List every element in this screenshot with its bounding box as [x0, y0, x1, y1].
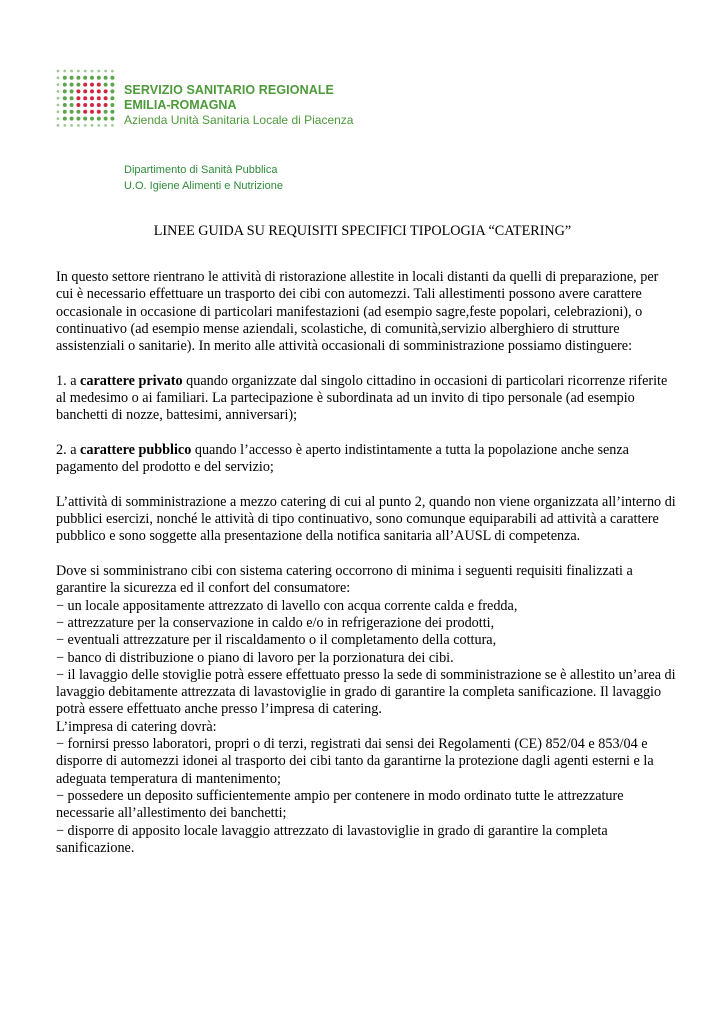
logo-dot-green: [76, 110, 80, 114]
logo-dot-green: [97, 124, 100, 127]
logo-dot-green: [70, 70, 73, 73]
logo-dot-green: [63, 89, 67, 93]
logo-dot-green: [91, 70, 94, 73]
logo-dot-green: [63, 83, 67, 87]
logo-dot-red: [90, 89, 94, 93]
logo-dot-red: [97, 103, 101, 107]
item-private: [56, 373, 676, 425]
logo-dot-green: [57, 117, 60, 120]
logo-dot-green: [63, 76, 67, 80]
logo-dot-green: [110, 83, 114, 87]
requirement-item: − attrezzature per la conservazione in caldo e/o in refrigerazione dei prodotti,: [56, 614, 495, 631]
logo-dot-green: [57, 110, 60, 113]
logo-dot-green: [57, 76, 60, 79]
logo-dot-red: [90, 110, 94, 114]
logo-dot-green: [104, 110, 108, 114]
logo-dot-green: [77, 70, 80, 73]
logo-dot-green: [110, 89, 114, 93]
logo-dot-green: [57, 90, 60, 93]
document-body: [56, 269, 676, 857]
logo-dot-green: [57, 97, 60, 100]
logo-dot-green: [104, 124, 107, 127]
logo-dot-green: [70, 103, 74, 107]
logo-dot-green: [70, 83, 74, 87]
org-region: EMILIA-ROMAGNA: [124, 98, 237, 112]
logo-dot-green: [63, 96, 67, 100]
department-header: [124, 162, 283, 194]
logo-dot-green: [104, 83, 108, 87]
intro-paragraph: In questo settore rientrano le attività di ristorazione allestite in locali distanti da quelli di preparazione, per cui è necessario effettuare un trasporto dei cibi con automezzi. Tali allestimenti possono avere carattere occasionale in occasione di particolari manifestazioni (ad esempio sagre,feste popolari, celebrazioni), o continuativo (ad esempio mense aziendali, scolastiche, di comunità,servizio alberghiero di strutture assistenziali o sanitarie). In merito alle attività occasionali di somministrazione possiamo distinguere:: [56, 269, 659, 355]
logo-dot-green: [111, 70, 114, 73]
logo-dot-green: [76, 83, 80, 87]
spacer: [56, 546, 676, 563]
logo-dot-green: [63, 117, 67, 121]
logo-dot-red: [97, 110, 101, 114]
logo-dot-green: [63, 70, 66, 73]
logo-dot-red: [90, 83, 94, 87]
requirement-item: − eventuali attrezzature per il riscaldamento o il completamento della cottura,: [56, 632, 497, 649]
logo-dot-green: [110, 110, 114, 114]
logo-dot-green: [110, 96, 114, 100]
logo-dot-green: [104, 117, 108, 121]
item-text: quando l’accesso è aperto indistintamente a tutta la popolazione anche senza pagamento del prodotto e del servizio;: [56, 441, 629, 476]
logo-dot-green: [83, 76, 87, 80]
logo-dot-red: [76, 89, 80, 93]
company-duties-intro: L’impresa di catering dovrà:: [56, 718, 217, 735]
spacer: [56, 477, 676, 494]
logo-dot-red: [104, 103, 108, 107]
logo-dot-green: [97, 70, 100, 73]
logo-dot-red: [83, 96, 87, 100]
duty-item: − disporre di apposito locale lavaggio attrezzato di lavastoviglie in grado di garantire la completa sanificazione.: [56, 822, 608, 856]
logo-dot-green: [110, 76, 114, 80]
requirement-item: − il lavaggio delle stoviglie potrà essere effettuato presso la sede di somministrazione se è allestito un’area di lavaggio debitamente attrezzata di lavastoviglie in grado di garantire la completa sanificazione. Il lavaggio potrà essere effettuato anche presso l’impresa di catering.: [56, 666, 676, 718]
logo-dot-green: [70, 89, 74, 93]
logo-dot-green: [70, 117, 74, 121]
logo-dot-green: [70, 124, 73, 127]
logo-dot-green: [97, 76, 101, 80]
logo-dot-red: [104, 89, 108, 93]
logo-dot-green: [90, 76, 94, 80]
logo-dot-red: [83, 89, 87, 93]
logo-dot-green: [57, 70, 60, 73]
duty-item: − fornirsi presso laboratori, propri o di terzi, registrati dai sensi dei Regolamenti (CE) 852/04 e 853/04 e disporre di automezzi idonei al trasporto dei cibi tanto da garantirne la protezione dagli agenti esterni e la adeguata temperatura di mantenimento;: [56, 736, 654, 787]
logo-dot-red: [90, 96, 94, 100]
logo-dot-red: [97, 96, 101, 100]
org-name: SERVIZIO SANITARIO REGIONALE: [124, 83, 334, 97]
requirement-item: − un locale appositamente attrezzato di lavello con acqua corrente calda e fredda,: [56, 597, 518, 614]
department-name: Dipartimento di Sanità Pubblica: [124, 164, 278, 176]
logo-dot-green: [84, 124, 87, 127]
logo-dot-green: [110, 103, 114, 107]
logo-dot-green: [70, 96, 74, 100]
logo-dot-green: [83, 117, 87, 121]
logo-dot-green: [57, 104, 60, 107]
duty-item: − possedere un deposito sufficientemente ampio per contenere in modo ordinato tutte le attrezzature necessarie all’allestimento dei banchetti;: [56, 787, 624, 822]
logo-dot-green: [63, 110, 67, 114]
item-number: 1. a: [56, 372, 81, 389]
item-public: [56, 442, 676, 477]
logo-dot-red: [104, 96, 108, 100]
logo-dot-red: [83, 110, 87, 114]
logo-dot-green: [90, 117, 94, 121]
logo-dot-red: [76, 96, 80, 100]
requirement-item: − banco di distribuzione o piano di lavoro per la porzionatura dei cibi.: [56, 649, 454, 666]
item-text: quando organizzate dal singolo cittadino in occasioni di particolari ricorrenze riferite al medesimo o ai familiari. La partecipazione è subordinata ad un invito di tipo personale (ad esempio banchetti di nozze, battesimi, anniversari);: [56, 372, 668, 424]
logo-dot-green: [57, 124, 60, 127]
logo-dot-green: [110, 117, 114, 121]
logo-dot-red: [83, 83, 87, 87]
logo-dot-green: [77, 124, 80, 127]
logo-dot-red: [97, 83, 101, 87]
document-title: LINEE GUIDA SU REQUISITI SPECIFICI TIPOLOGIA “CATERING”: [153, 223, 572, 239]
logo-dot-green: [63, 124, 66, 127]
logo-dot-red: [76, 103, 80, 107]
logo-dot-green: [57, 83, 60, 86]
requirements-intro: Dove si somministrano cibi con sistema catering occorrono di minima i seguenti requisiti finalizzati a garantire la sicurezza ed il confort del consumatore:: [56, 563, 633, 597]
logo-dot-green: [104, 76, 108, 80]
catering-paragraph: L’attività di somministrazione a mezzo catering di cui al punto 2, quando non viene organizzata all’interno di pubblici esercizi, nonché le attività di tipo continuativo, sono comunque equiparabili ad attività a carattere pubblico e sono soggette alla presentazione della notifica sanitaria all’AUSL di competenza.: [56, 493, 676, 545]
logo-dot-green: [97, 117, 101, 121]
spacer: [56, 425, 676, 442]
logo-dot-green: [70, 76, 74, 80]
logo-dot-red: [83, 103, 87, 107]
spacer: [56, 355, 676, 372]
logo-dot-green: [91, 124, 94, 127]
organization-header: [124, 83, 353, 128]
item-number: 2. a: [56, 441, 81, 458]
logo-dot-green: [104, 70, 107, 73]
logo-dot-red: [90, 103, 94, 107]
logo-dot-red: [97, 89, 101, 93]
item-bold-term: carattere pubblico: [80, 441, 192, 458]
logo-dot-green: [63, 103, 67, 107]
logo-dot-green: [111, 124, 114, 127]
logo-dot-green: [70, 110, 74, 114]
logo-dot-green: [84, 70, 87, 73]
org-unit: Azienda Unità Sanitaria Locale di Piacenza: [124, 113, 354, 127]
logo-dot-green: [76, 117, 80, 121]
dot-grid-logo-icon: [55, 68, 115, 130]
logo-dot-green: [76, 76, 80, 80]
item-bold-term: carattere privato: [80, 372, 183, 389]
department-unit: U.O. Igiene Alimenti e Nutrizione: [124, 180, 283, 192]
